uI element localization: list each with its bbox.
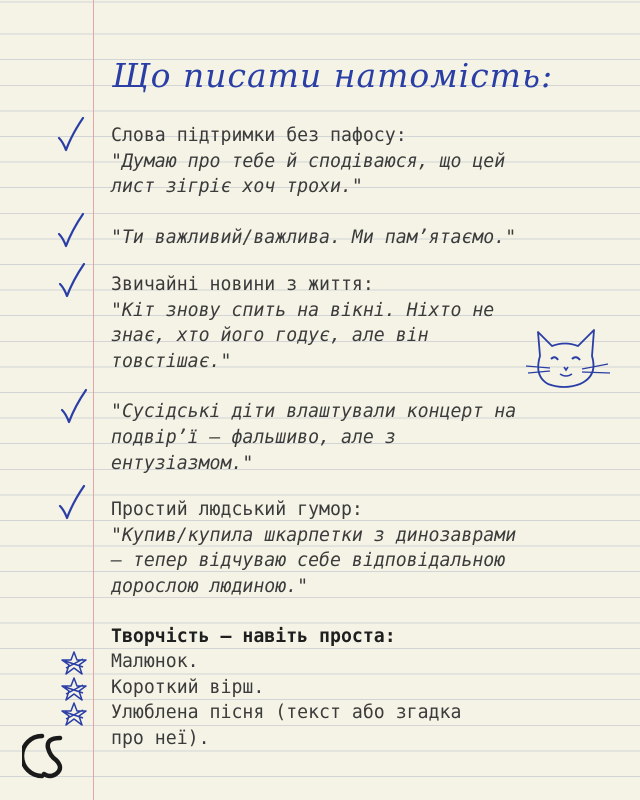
block-3-quote-line-3: товстішає.": [111, 351, 232, 372]
creativity-item-poem: Короткий вірш.: [111, 677, 265, 698]
block-4-quote-line-2: подвір’ї — фальшиво, але з: [111, 427, 396, 448]
checkmark-icon: [57, 484, 87, 522]
checkmark-icon: [56, 212, 86, 250]
block-2-quote-line-1: "Ти важливий/важлива. Ми пам’ятаємо.": [111, 227, 517, 248]
checkmark-icon: [59, 388, 89, 426]
star-doodle-icon: [61, 677, 87, 701]
star-doodle-icon: [61, 651, 87, 675]
brand-logo-icon: [22, 730, 72, 782]
block-5-heading: Простий людський гумор:: [111, 499, 363, 520]
block-1-heading: Слова підтримки без пафосу:: [111, 125, 407, 146]
creativity-item-song: Улюблена пісня (текст або згадка: [111, 702, 462, 723]
block-5-quote-line-2: — тепер відчуваю себе відповідальною: [111, 550, 506, 571]
star-doodle-icon: [61, 702, 87, 726]
page-title: Що писати натомість:: [112, 56, 554, 95]
checkmark-icon: [57, 262, 87, 300]
checkmark-icon: [56, 116, 86, 154]
block-3-quote-line-1: "Кіт знову спить на вікні. Ніхто не: [111, 300, 495, 321]
margin-line: [93, 0, 94, 800]
block-3-quote-line-2: знає, хто його годує, але він: [111, 325, 429, 346]
block-4-quote-line-3: ентузіазмом.": [111, 453, 254, 474]
block-3-heading: Звичайні новини з життя:: [111, 274, 374, 295]
creativity-item-drawing: Малюнок.: [111, 651, 199, 672]
block-4-quote-line-1: "Сусідські діти влаштували концерт на: [111, 401, 517, 422]
block-5-quote-line-1: "Купив/купила шкарпетки з динозаврами: [111, 525, 517, 546]
creativity-item-song-cont: про неї).: [111, 728, 210, 749]
block-1-quote-line-1: "Думаю про тебе й сподіваюся, що цей: [111, 151, 506, 172]
cat-doodle-icon: [520, 326, 616, 392]
block-1-quote-line-2: лист зігріє хоч трохи.": [111, 176, 363, 197]
creativity-heading: Творчість — навіть проста:: [111, 626, 396, 647]
block-5-quote-line-3: дорослою людиною.": [111, 576, 309, 597]
